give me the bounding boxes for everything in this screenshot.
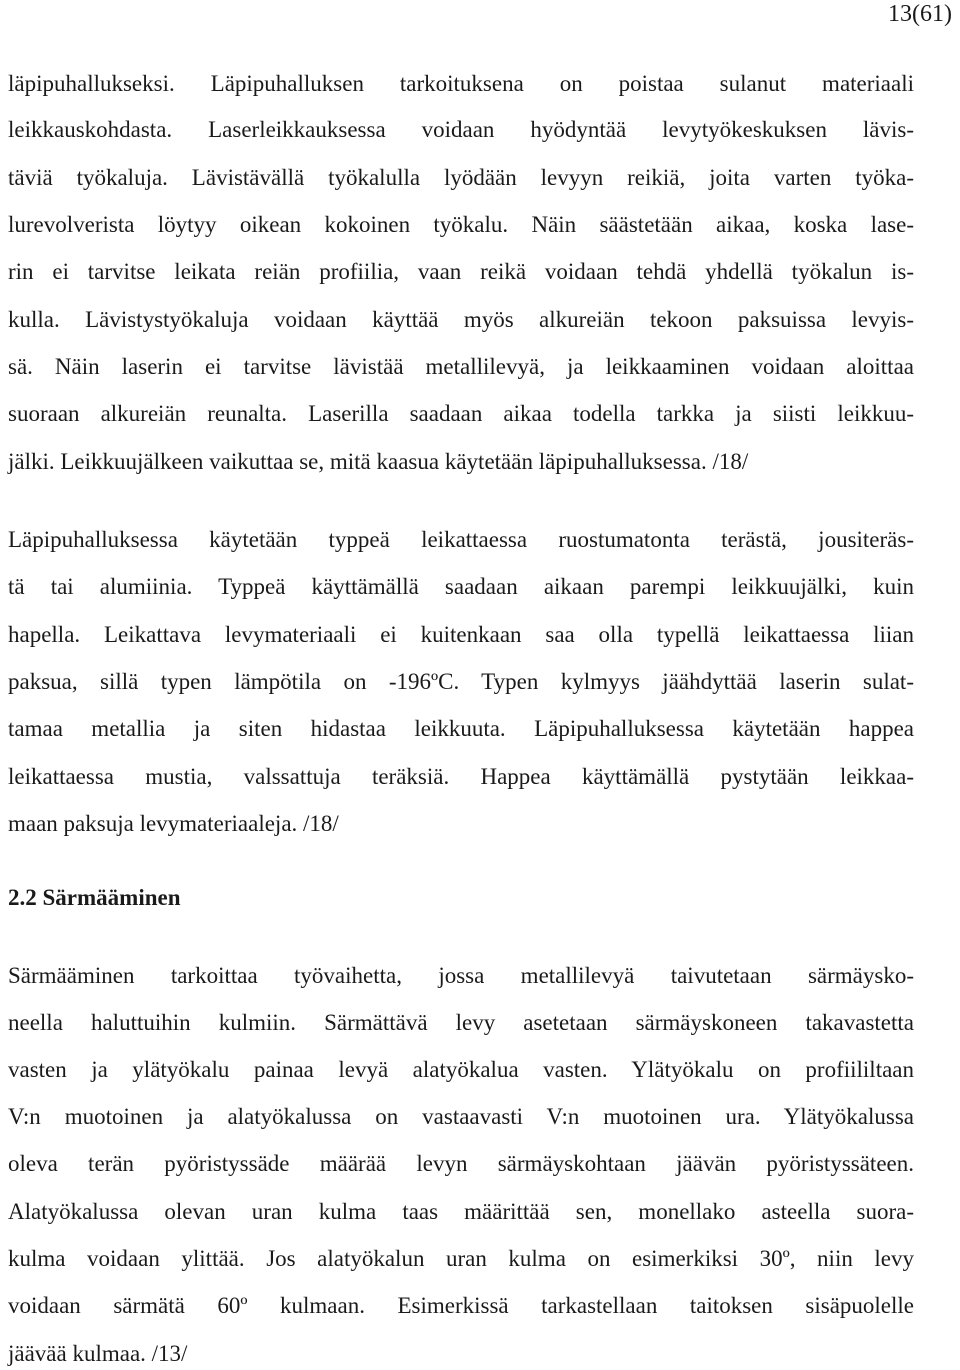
text-line: Läpipuhalluksessa käytetään typpeä leikattaessa ruostumatonta terästä, jousiteräs- xyxy=(8,527,914,552)
text-line: kulma voidaan ylittää. Jos alatyökalun uran kulma on esimerkiksi 30º, niin levy xyxy=(8,1246,914,1271)
text-line: leikkauskohdasta. Laserleikkauksessa voidaan hyödyntää levytyökeskuksen lävis- xyxy=(8,117,914,142)
text-line: vasten ja ylätyökalu painaa levyä alatyökalua vasten. Ylätyökalu on profiililtaan xyxy=(8,1057,914,1082)
text-line: hapella. Leikattava levymateriaali ei kuitenkaan saa olla typellä leikattaessa liian xyxy=(8,622,914,647)
text-line: lurevolverista löytyy oikean kokoinen työkalu. Näin säästetään aikaa, koska lase- xyxy=(8,212,914,237)
text-line: suoraan alkureiän reunalta. Laserilla saadaan aikaa todella tarkka ja siisti leikkuu- xyxy=(8,401,914,426)
text-line: V:n muotoinen ja alatyökalussa on vastaavasti V:n muotoinen ura. Ylätyökalussa xyxy=(8,1104,914,1129)
text-line: jälki. Leikkuujälkeen vaikuttaa se, mitä kaasua käytetään läpipuhalluksessa. /18/ xyxy=(8,449,749,474)
text-line: kulla. Lävistystyökaluja voidaan käyttää myös alkureiän tekoon paksuissa levyis- xyxy=(8,307,914,332)
text-line: sä. Näin laserin ei tarvitse lävistää metallilevyä, ja leikkaaminen voidaan aloittaa xyxy=(8,354,914,379)
text-line: neella haluttuihin kulmiin. Särmättävä levy asetetaan särmäyskoneen takavastetta xyxy=(8,1010,914,1035)
text-line: tä tai alumiinia. Typpeä käyttämällä saadaan aikaan parempi leikkuujälki, kuin xyxy=(8,574,914,599)
text-line: voidaan särmätä 60º kulmaan. Esimerkissä tarkastellaan taitoksen sisäpuolelle xyxy=(8,1293,914,1318)
text-line: rin ei tarvitse leikata reiän profiilia, vaan reikä voidaan tehdä yhdellä työkalun is- xyxy=(8,259,914,284)
text-line: maan paksuja levymateriaaleja. /18/ xyxy=(8,811,339,836)
text-line: täviä työkaluja. Lävistävällä työkalulla lyödään levyyn reikiä, joita varten työka- xyxy=(8,165,914,190)
text-line: Alatyökalussa olevan uran kulma taas määrittää sen, monellako asteella suora- xyxy=(8,1199,914,1224)
text-line: tamaa metallia ja siten hidastaa leikkuuta. Läpipuhalluksessa käytetään happea xyxy=(8,716,914,741)
text-line: läpipuhallukseksi. Läpipuhalluksen tarkoituksena on poistaa sulanut materiaali xyxy=(8,71,914,96)
text-line: leikattaessa mustia, valssattuja teräksiä. Happea käyttämällä pystytään leikkaa- xyxy=(8,764,914,789)
text-line: oleva terän pyöristyssäde määrää levyn särmäyskohtaan jäävän pyöristyssäteen. xyxy=(8,1151,914,1176)
section-heading: 2.2 Särmääminen xyxy=(8,885,181,910)
text-line: Särmääminen tarkoittaa työvaihetta, jossa metallilevyä taivutetaan särmäysko- xyxy=(8,963,914,988)
text-line: paksua, sillä typen lämpötila on -196ºC. Typen kylmyys jäähdyttää laserin sulat- xyxy=(8,669,914,694)
text-line: jäävää kulmaa. /13/ xyxy=(8,1341,188,1366)
page-number: 13(61) xyxy=(888,1,952,27)
